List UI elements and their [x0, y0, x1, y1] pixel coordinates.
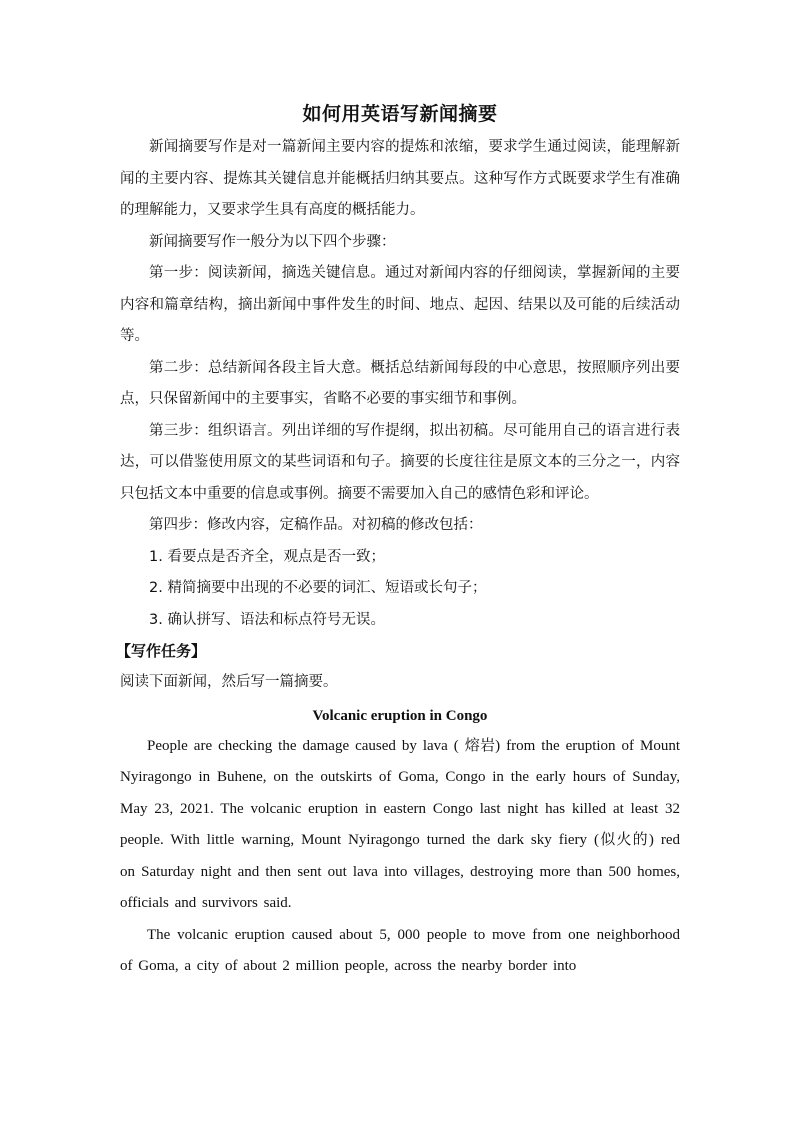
task-instruction: 阅读下面新闻，然后写一篇摘要。 — [120, 674, 338, 690]
steps-intro-paragraph: 新闻摘要写作一般分为以下四个步骤： — [149, 233, 396, 250]
writing-task-heading: 【写作任务】 — [116, 642, 207, 660]
revision-item: 3. 确认拼写、语法和标点符号无误。 — [149, 611, 385, 628]
intro-paragraph: 新闻摘要写作是对一篇新闻主要内容的提炼和浓缩，要求学生通过阅读，能理解新闻的主要内容、提炼其关键信息并能概括归纳其要点。这种写作方式既要求学生有准确的理解能力，又要求学生具有高度的概括能力。 — [120, 139, 680, 218]
step-four-paragraph: 第四步：修改内容，定稿作品。对初稿的修改包括： — [149, 517, 483, 533]
article-paragraph: People are checking the damage caused by lava ( 熔岩) from the eruption of Mount Nyiragongo in Buhene, on the outskirts of Goma, Congo in the early hours of Sunday, May 23, 2021. The volcanic eruption in eastern Congo last night has killed at least 32 people. With little warning, Mount Nyiragongo turned the dark sky fiery (似火的) red on Saturday night and then sent out lava into villages, destroying more than 500 homes, officials and survivors said. — [120, 737, 680, 911]
document-title: 如何用英语写新闻摘要 — [302, 103, 498, 125]
step-three-paragraph: 第三步：组织语言。列出详细的写作提纲，拟出初稿。尽可能用自己的语言进行表达，可以借鉴使用原文的某些词语和句子。摘要的长度往往是原文本的三分之一，内容只包括文本中重要的信息或事例。摘要不需要加入自己的感情色彩和评论。 — [120, 422, 680, 502]
revision-item: 2. 精简摘要中出现的不必要的词汇、短语或长句子； — [149, 580, 487, 596]
article-title: Volcanic eruption in Congo — [312, 707, 488, 724]
revision-item: 1. 看要点是否齐全，观点是否一致； — [149, 548, 385, 565]
step-two-paragraph: 第二步：总结新闻各段主旨大意。概括总结新闻每段的中心意思，按照顺序列出要点，只保留新闻中的主要事实，省略不必要的事实细节和事例。 — [120, 359, 680, 407]
document-page — [116, 100, 680, 983]
step-one-paragraph: 第一步：阅读新闻，摘选关键信息。通过对新闻内容的仔细阅读，掌握新闻的主要内容和篇章结构，摘出新闻中事件发生的时间、地点、起因、结果以及可能的后续活动等。 — [120, 265, 680, 344]
article-paragraph: The volcanic eruption caused about 5, 000 people to move from one neighborhood of Goma, a city of about 2 million people, across the nearby border into — [120, 926, 680, 974]
